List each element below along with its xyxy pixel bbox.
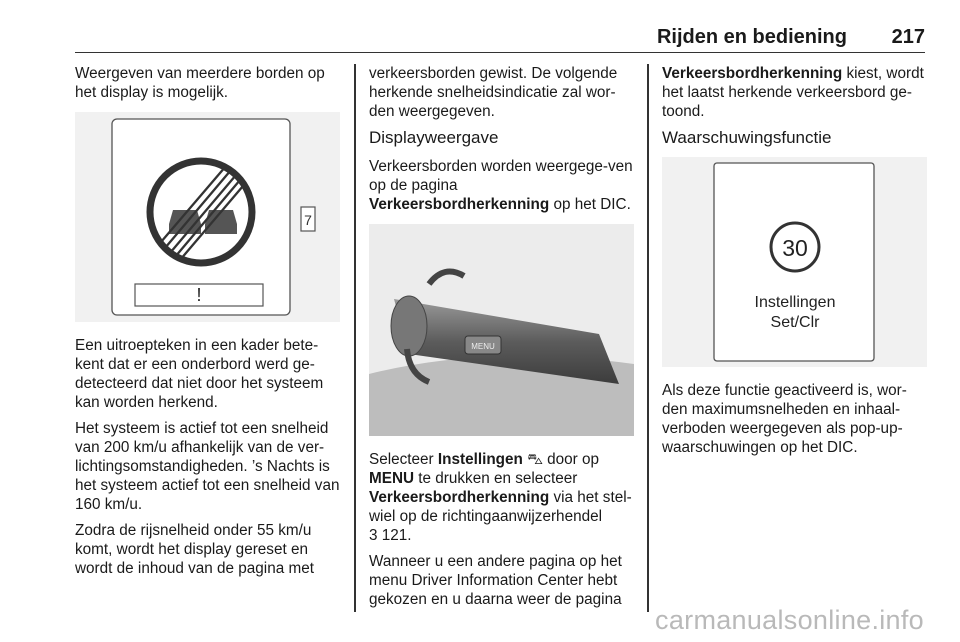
- section-heading: Waarschuwingsfunctie: [662, 128, 832, 147]
- speed-limit-display-illustration: [662, 157, 927, 367]
- svg-text:7: 7: [304, 212, 312, 228]
- paragraph: Zodra de rijsnelheid onder 55 km/u komt, wordt het display gereset en wordt de inhoud van de pagina met: [75, 522, 314, 577]
- figure-turn-signal-lever: [369, 224, 634, 436]
- paragraph: Het systeem is actief tot een snelheid van 200 km/u afhankelijk van de ver-lichtingsomstandigheden. ’s Nachts is het systeem actief tot een snelheid van 160 km/u.: [75, 420, 340, 513]
- svg-text:Instellingen: Instellingen: [754, 294, 836, 311]
- paragraph: Verkeersbordherkenning kiest, wordt het laatst herkende verkeersbord ge-toond.: [662, 65, 924, 120]
- paragraph: Verkeersborden worden weergege-ven op de pagina Verkeersbordherkenning op het DIC.: [369, 158, 633, 213]
- paragraph: Als deze functie geactiveerd is, wor-den maximumsnelheden en inhaal-verboden weergegeven als pop-up-waarschuwingen op het DIC.: [662, 382, 907, 456]
- figure-speed-warning-display: [662, 157, 927, 367]
- section-heading: Displayweergave: [369, 128, 499, 147]
- svg-text:Set/Clr: Set/Clr: [770, 314, 820, 331]
- page-reference: 3 121.: [369, 527, 412, 544]
- turn-signal-lever-illustration: [369, 224, 634, 436]
- paragraph: verkeersborden gewist. De volgende herkende snelheidsindicatie zal wor-den weergegeven.: [369, 65, 618, 120]
- page-header: [75, 22, 925, 53]
- paragraph: Selecteer Instellingen ⛍ door op MENU te drukken en selecteer Verkeersbordherkenning via het stel-wiel op de richtingaanwijzerhendel 3 121.: [369, 451, 632, 544]
- car-settings-icon: ⛍: [527, 451, 543, 468]
- column-divider-1: [354, 64, 356, 612]
- column-divider-2: [647, 64, 649, 612]
- paragraph: Wanneer u een andere pagina op het menu Driver Information Center hebt gekozen en u daarna weer de pagina: [369, 553, 622, 608]
- svg-text:!: !: [196, 285, 202, 305]
- paragraph: Een uitroepteken in een kader bete-kent dat er een onderbord werd ge-detecteerd dat niet door het systeem kan worden herkend.: [75, 337, 324, 411]
- page-number: 217: [891, 26, 925, 48]
- svg-text:30: 30: [782, 235, 808, 261]
- column-2: [369, 64, 634, 616]
- column-3: [662, 64, 927, 464]
- figure-end-of-no-overtaking: [75, 112, 340, 322]
- column-1: [75, 64, 340, 585]
- watermark: carmanualsonline.info: [655, 605, 924, 635]
- paragraph: Weergeven van meerdere borden op het display is mogelijk.: [75, 65, 325, 101]
- svg-text:MENU: MENU: [471, 342, 495, 351]
- section-title: Rijden en bediening: [656, 26, 847, 48]
- end-no-overtaking-sign-illustration: [75, 112, 340, 322]
